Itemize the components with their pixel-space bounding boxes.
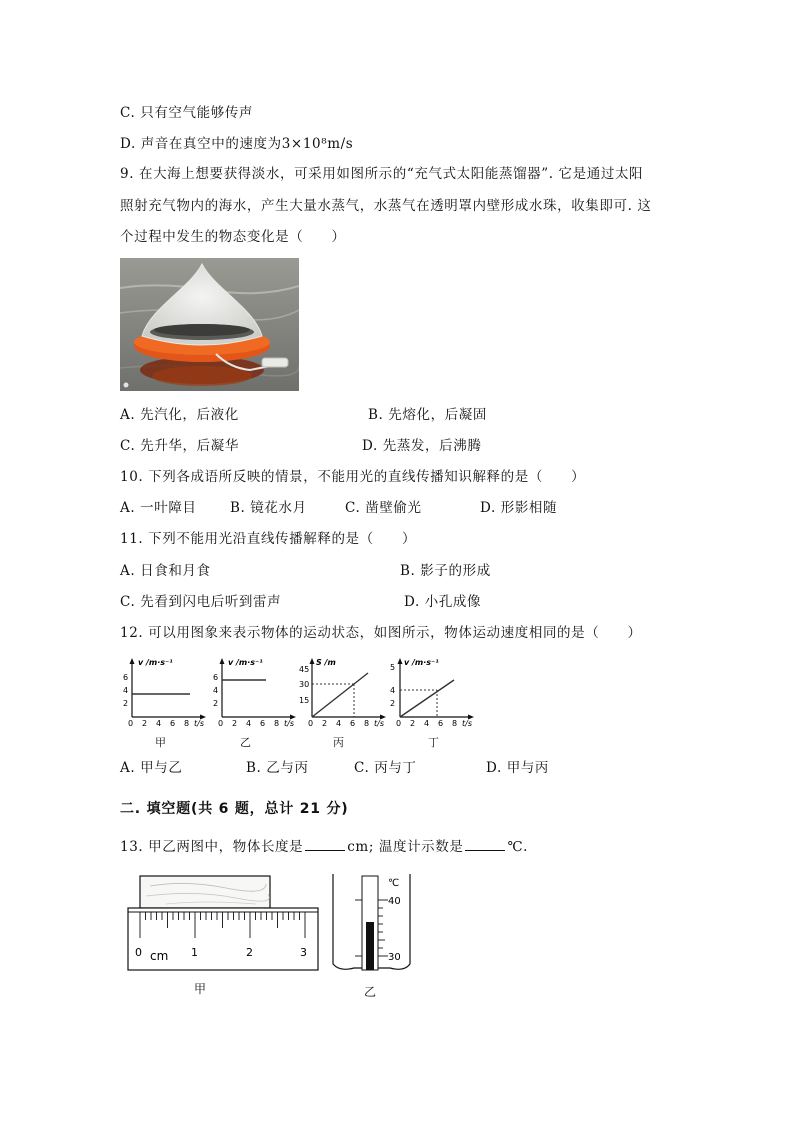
graph-jia-caption: 甲	[155, 736, 166, 749]
thermometer-mark: 30	[388, 952, 401, 963]
yi-xtick: 2	[232, 719, 238, 727]
bing-xlabel: t/s	[374, 719, 384, 727]
ding-xtick: 4	[424, 719, 430, 727]
jia-xtick: 8	[184, 719, 190, 727]
graph-bing	[296, 655, 388, 731]
ding-ylabel: v /m·s⁻¹	[404, 658, 439, 667]
solar-still-photo	[120, 258, 299, 391]
q12-option-a: A. 甲与乙	[120, 760, 183, 776]
temperature-answer-blank[interactable]	[465, 837, 505, 851]
ding-xtick: 8	[452, 719, 458, 727]
q9-option-d: D. 先蒸发，后沸腾	[362, 438, 482, 454]
ding-ytick: 5	[390, 663, 396, 672]
jia-xtick: 0	[128, 719, 134, 727]
yi-xtick: 8	[274, 719, 280, 727]
yi-ylabel: v /m·s⁻¹	[228, 658, 263, 667]
yi-xlabel: t/s	[284, 719, 294, 727]
q13-text-1: 13. 甲乙两图中，物体长度是	[120, 839, 304, 855]
q11-option-c: C. 先看到闪电后听到雷声	[120, 594, 282, 610]
bing-xtick: 8	[364, 719, 370, 727]
q8-option-c: C. 只有空气能够传声	[120, 105, 254, 121]
yi-xtick: 6	[260, 719, 266, 727]
q13-stem	[120, 837, 528, 856]
graph-ding-caption: 丁	[428, 736, 439, 749]
yi-ytick: 4	[213, 686, 219, 695]
q9-stem-line1: 9. 在大海上想要获得淡水，可采用如图所示的“充气式太阳能蒸馏器”. 它是通过太阳	[120, 166, 644, 182]
q10-option-c: C. 凿壁偷光	[345, 500, 422, 516]
q10-option-a: A. 一叶障目	[120, 500, 197, 516]
ruler-caption: 甲	[194, 982, 207, 996]
ding-xtick: 6	[438, 719, 444, 727]
q11-stem: 11. 下列不能用光沿直线传播解释的是（ ）	[120, 531, 417, 547]
bing-xtick: 2	[322, 719, 328, 727]
yi-ytick: 6	[213, 673, 219, 682]
bing-xtick: 6	[350, 719, 356, 727]
graph-jia	[118, 655, 208, 731]
bing-ytick: 45	[299, 665, 310, 674]
yi-xtick: 0	[218, 719, 224, 727]
jia-xtick: 2	[142, 719, 148, 727]
q8-option-d: D. 声音在真空中的速度为3×10⁸m/s	[120, 136, 354, 152]
bing-xtick: 4	[336, 719, 342, 727]
q13-text-3: ℃.	[507, 839, 529, 855]
section-heading-fill-in: 二. 填空题(共 6 题，总计 21 分)	[120, 801, 349, 817]
jia-xlabel: t/s	[194, 719, 204, 727]
graph-yi-caption: 乙	[240, 736, 251, 749]
jia-ylabel: v /m·s⁻¹	[138, 658, 173, 667]
ruler-figure	[126, 874, 322, 978]
ruler-mark: 1	[191, 946, 198, 959]
bing-ylabel: S /m	[316, 658, 336, 667]
ruler-mark: 2	[246, 946, 253, 959]
ding-xtick: 2	[410, 719, 416, 727]
graph-yi	[208, 655, 298, 731]
q12-option-c: C. 丙与丁	[354, 760, 417, 776]
q9-option-a: A. 先汽化，后液化	[120, 407, 239, 423]
bing-ytick: 15	[299, 696, 310, 705]
ding-ytick: 2	[390, 699, 396, 708]
bing-xtick: 0	[308, 719, 314, 727]
graph-ding	[384, 655, 476, 731]
jia-ytick: 6	[123, 673, 129, 682]
q10-option-b: B. 镜花水月	[230, 500, 307, 516]
ruler-mark: 3	[300, 946, 307, 959]
jia-xtick: 4	[156, 719, 162, 727]
thermometer-unit: ℃	[388, 878, 400, 889]
graph-bing-caption: 丙	[333, 736, 344, 749]
yi-xtick: 4	[246, 719, 252, 727]
q12-stem: 12. 可以用图象来表示物体的运动状态，如图所示，物体运动速度相同的是（ ）	[120, 625, 642, 641]
bing-distance-line	[312, 673, 368, 717]
length-answer-blank[interactable]	[305, 837, 345, 851]
ding-velocity-line	[400, 680, 454, 717]
bing-ytick: 30	[299, 680, 310, 689]
jia-xtick: 6	[170, 719, 176, 727]
thermometer-figure	[330, 872, 414, 978]
thermometer-caption: 乙	[364, 985, 377, 999]
q12-option-d: D. 甲与丙	[486, 760, 550, 776]
ding-xtick: 0	[396, 719, 402, 727]
yi-ytick: 2	[213, 699, 219, 708]
q9-stem-line2: 照射充气物内的海水，产生大量水蒸气，水蒸气在透明罩内壁形成水珠，收集即可. 这	[120, 198, 652, 214]
q10-option-d: D. 形影相随	[480, 500, 558, 516]
q9-option-c: C. 先升华，后凝华	[120, 438, 239, 454]
jia-ytick: 4	[123, 686, 129, 695]
q11-option-a: A. 日食和月食	[120, 563, 211, 579]
q11-option-d: D. 小孔成像	[404, 594, 482, 610]
ding-xlabel: t/s	[462, 719, 472, 727]
ruler-mark: 0	[135, 946, 142, 959]
ding-ytick: 4	[390, 686, 396, 695]
q11-option-b: B. 影子的形成	[400, 563, 491, 579]
jia-ytick: 2	[123, 699, 129, 708]
q9-stem-line3: 个过程中发生的物态变化是（ ）	[120, 229, 346, 245]
q13-text-2: cm; 温度计示数是	[347, 839, 464, 855]
q12-option-b: B. 乙与丙	[246, 760, 309, 776]
thermometer-liquid	[366, 922, 374, 970]
q9-option-b: B. 先熔化，后凝固	[368, 407, 488, 423]
thermometer-mark: 40	[388, 896, 401, 907]
q10-stem: 10. 下列各成语所反映的情景，不能用光的直线传播知识解释的是（ ）	[120, 469, 586, 485]
ruler-unit: cm	[150, 949, 169, 963]
